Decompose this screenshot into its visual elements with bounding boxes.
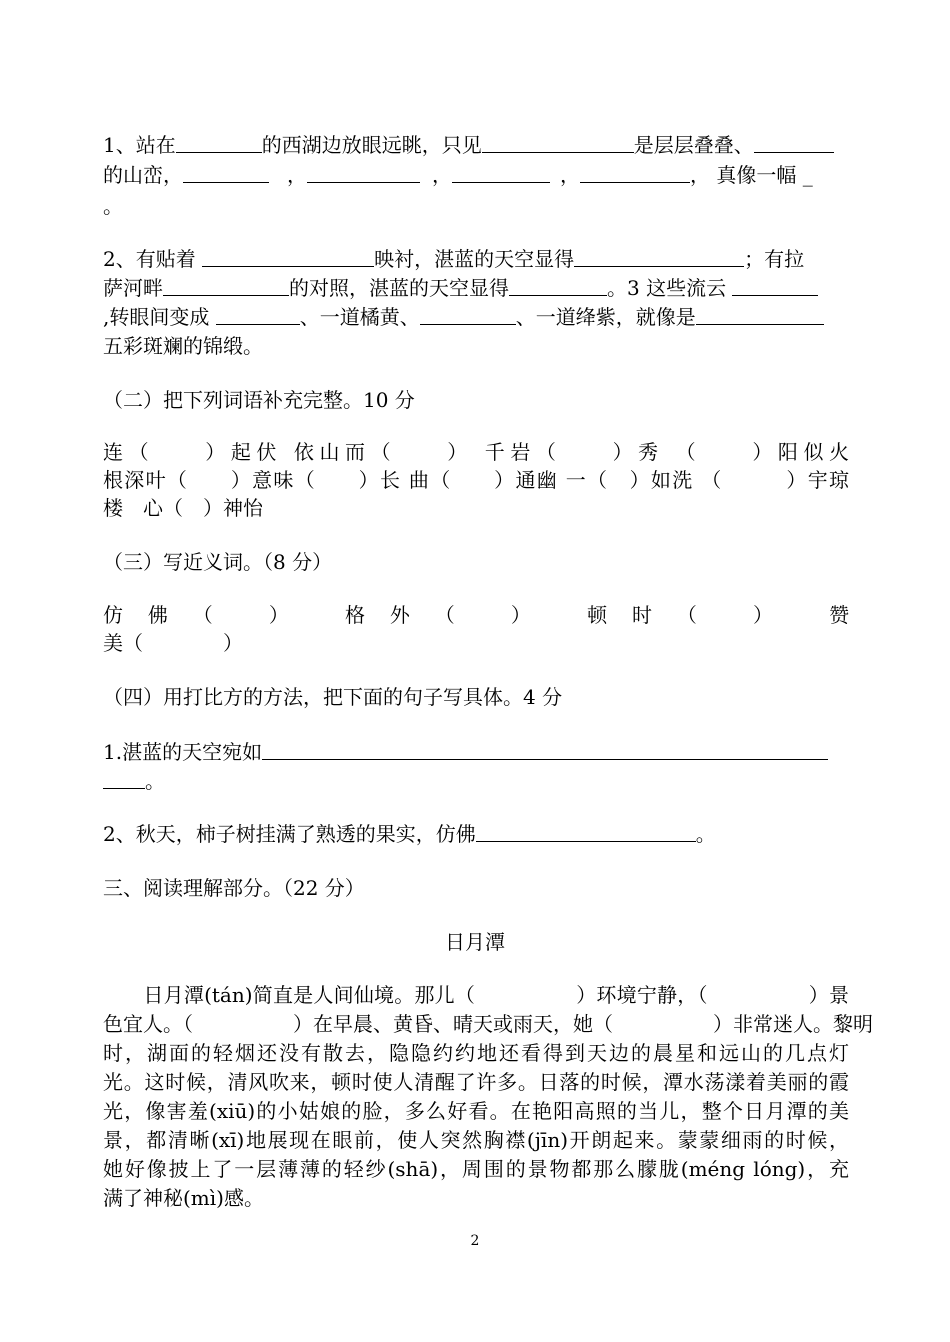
answer-blank[interactable] (176, 132, 262, 153)
passage-text: 景，都清晰(xī)地展现在眼前，使人突然胸襟(jīn)开朗起来。蒙蒙细雨的时候， (103, 1128, 849, 1152)
passage-line (103, 1010, 873, 1038)
section-2-heading (103, 386, 849, 414)
section-2-row2 (103, 466, 849, 494)
idiom-item: 楼 心（ ）神怡 (103, 496, 263, 520)
section-title: （四）用打比方的方法，把下面的句子写具体。4 分 (103, 685, 563, 709)
section-title: 三、阅读理解部分。（22 分） (103, 876, 365, 900)
q2-line2 (103, 274, 849, 302)
section-title: （二）把下列词语补充完整。10 分 (103, 388, 415, 412)
synonym-item: ） (752, 603, 798, 627)
passage-line (103, 1126, 849, 1154)
answer-blank[interactable] (420, 304, 516, 325)
q2-line1 (103, 245, 849, 273)
sentence-text: 1.湛蓝的天空宛如 (103, 740, 263, 764)
q1-text: ， (287, 163, 307, 187)
passage-text: 满了神秘(mì)感。 (103, 1186, 264, 1210)
section-2-row1 (103, 438, 849, 466)
idiom-item: 一（ ）如洗 (565, 468, 694, 492)
answer-blank[interactable] (183, 162, 269, 183)
passage-line (103, 981, 849, 1009)
q1-line2 (103, 161, 849, 189)
answer-blank[interactable] (482, 132, 634, 153)
q2-text: 2、有贴着 (103, 247, 203, 271)
passage-line (103, 1097, 849, 1125)
sentence-text: 。 (695, 822, 716, 846)
passage-text: 光。这时候，清风吹来，顿时使人清醒了许多。日落的时候，潭水荡漾着美丽的霞 (103, 1070, 849, 1094)
q1-text: 的山峦， (103, 163, 183, 187)
passage-text: 日月潭(tán)简直是人间仙境。那儿（ ）环境宁静，（ ）景 (103, 983, 849, 1007)
q1-text: ， 真像一幅 _ (690, 163, 813, 187)
q2-text: 五彩斑斓的锦缎。 (103, 334, 263, 358)
page-number: 2 (470, 1233, 480, 1249)
idiom-item: 连（ ）起伏 (103, 440, 282, 464)
q2-text: ,转眼间变成 (103, 305, 216, 329)
passage-line (103, 1155, 849, 1183)
answer-blank[interactable] (476, 821, 696, 842)
answer-blank[interactable] (216, 304, 300, 325)
q1-text: ， (432, 163, 452, 187)
idiom-item: 千岩（ ）秀 (484, 440, 664, 464)
synonym-item: 顿时（ (587, 603, 722, 627)
q2-text: ；有拉 (744, 247, 805, 271)
section-4-sentence1-cont (103, 767, 849, 795)
idiom-item: （ ）宇琼 (701, 468, 850, 492)
section-3-row2 (103, 629, 849, 657)
idiom-item: （ ）阳似火 (675, 440, 850, 464)
q1-text: 是层层叠叠、 (633, 133, 754, 157)
q1-text: 1、站在 (103, 133, 176, 157)
q2-text: 。3 这些流云 (607, 276, 733, 300)
section-3-row1 (103, 601, 849, 629)
q2-text: 、一道橘黄、 (299, 305, 420, 329)
q1-line3 (103, 192, 849, 220)
passage-text: 色宜人。（ ）在早晨、黄昏、晴天或雨天，她（ ）非常迷人。黎明 (103, 1012, 873, 1036)
synonym-item: 赞 (829, 603, 850, 627)
answer-blank[interactable] (732, 275, 818, 296)
sentence-text: 2、秋天，柿子树挂满了熟透的果实，仿佛 (103, 822, 476, 846)
section-4-sentence2 (103, 820, 849, 848)
q1-line1 (103, 131, 849, 159)
synonym-item: 格外（ (345, 603, 480, 627)
q2-line4 (103, 332, 849, 360)
synonym-item: 仿佛（ (103, 603, 238, 627)
answer-blank[interactable] (202, 246, 374, 267)
synonym-item: ） (268, 603, 314, 627)
section-4-heading (103, 683, 849, 711)
passage-line (103, 1039, 849, 1067)
q1-text: ， (560, 163, 580, 187)
passage-line (103, 1068, 849, 1096)
q1-text: 。 (103, 194, 123, 218)
answer-blank[interactable] (754, 132, 834, 153)
answer-blank[interactable] (103, 768, 145, 789)
sentence-text: 。 (145, 769, 165, 793)
q1-text: 的西湖边放眼远眺，只见 (261, 133, 482, 157)
passage-line (103, 1184, 849, 1212)
passage-text: 她好像披上了一层薄薄的轻纱(shā)，周围的景物都那么朦胧(méng lóng)，充 (103, 1157, 849, 1181)
passage-text: 光，像害羞(xiū)的小姑娘的脸，多么好看。在艳阳高照的当儿，整个日月潭的美 (103, 1099, 849, 1123)
answer-blank[interactable] (696, 304, 824, 325)
answer-blank[interactable] (307, 162, 420, 183)
section-4-sentence1 (103, 738, 849, 766)
section-reading-heading (103, 874, 849, 902)
q2-text: 、一道绛紫，就像是 (515, 305, 696, 329)
synonym-item: 美（ ） (103, 631, 243, 655)
answer-blank[interactable] (580, 162, 690, 183)
section-title: （三）写近义词。（8 分） (103, 550, 333, 574)
answer-blank[interactable] (574, 246, 744, 267)
answer-blank[interactable] (452, 162, 550, 183)
idiom-item: 曲（ ）通幽 (408, 468, 559, 492)
idiom-item: 根深叶（ ）意味（ ）长 (103, 468, 402, 492)
q2-text: 的对照，湛蓝的天空显得 (289, 276, 509, 300)
q2-text: 映衬，湛蓝的天空显得 (374, 247, 575, 271)
passage-title-text: 日月潭 (445, 930, 505, 954)
q2-text: 萨河畔 (103, 276, 163, 300)
answer-blank[interactable] (262, 739, 828, 760)
section-3-heading (103, 548, 849, 576)
section-2-row3 (103, 494, 849, 522)
synonym-item: ） (510, 603, 556, 627)
passage-title (0, 928, 950, 956)
passage-text: 时，湖面的轻烟还没有散去，隐隐约约地还看得到天边的晨星和远山的几点灯 (103, 1041, 849, 1065)
q2-line3 (103, 303, 849, 331)
answer-blank[interactable] (163, 275, 289, 296)
answer-blank[interactable] (509, 275, 607, 296)
idiom-item: 依山而（ ） (293, 440, 473, 464)
